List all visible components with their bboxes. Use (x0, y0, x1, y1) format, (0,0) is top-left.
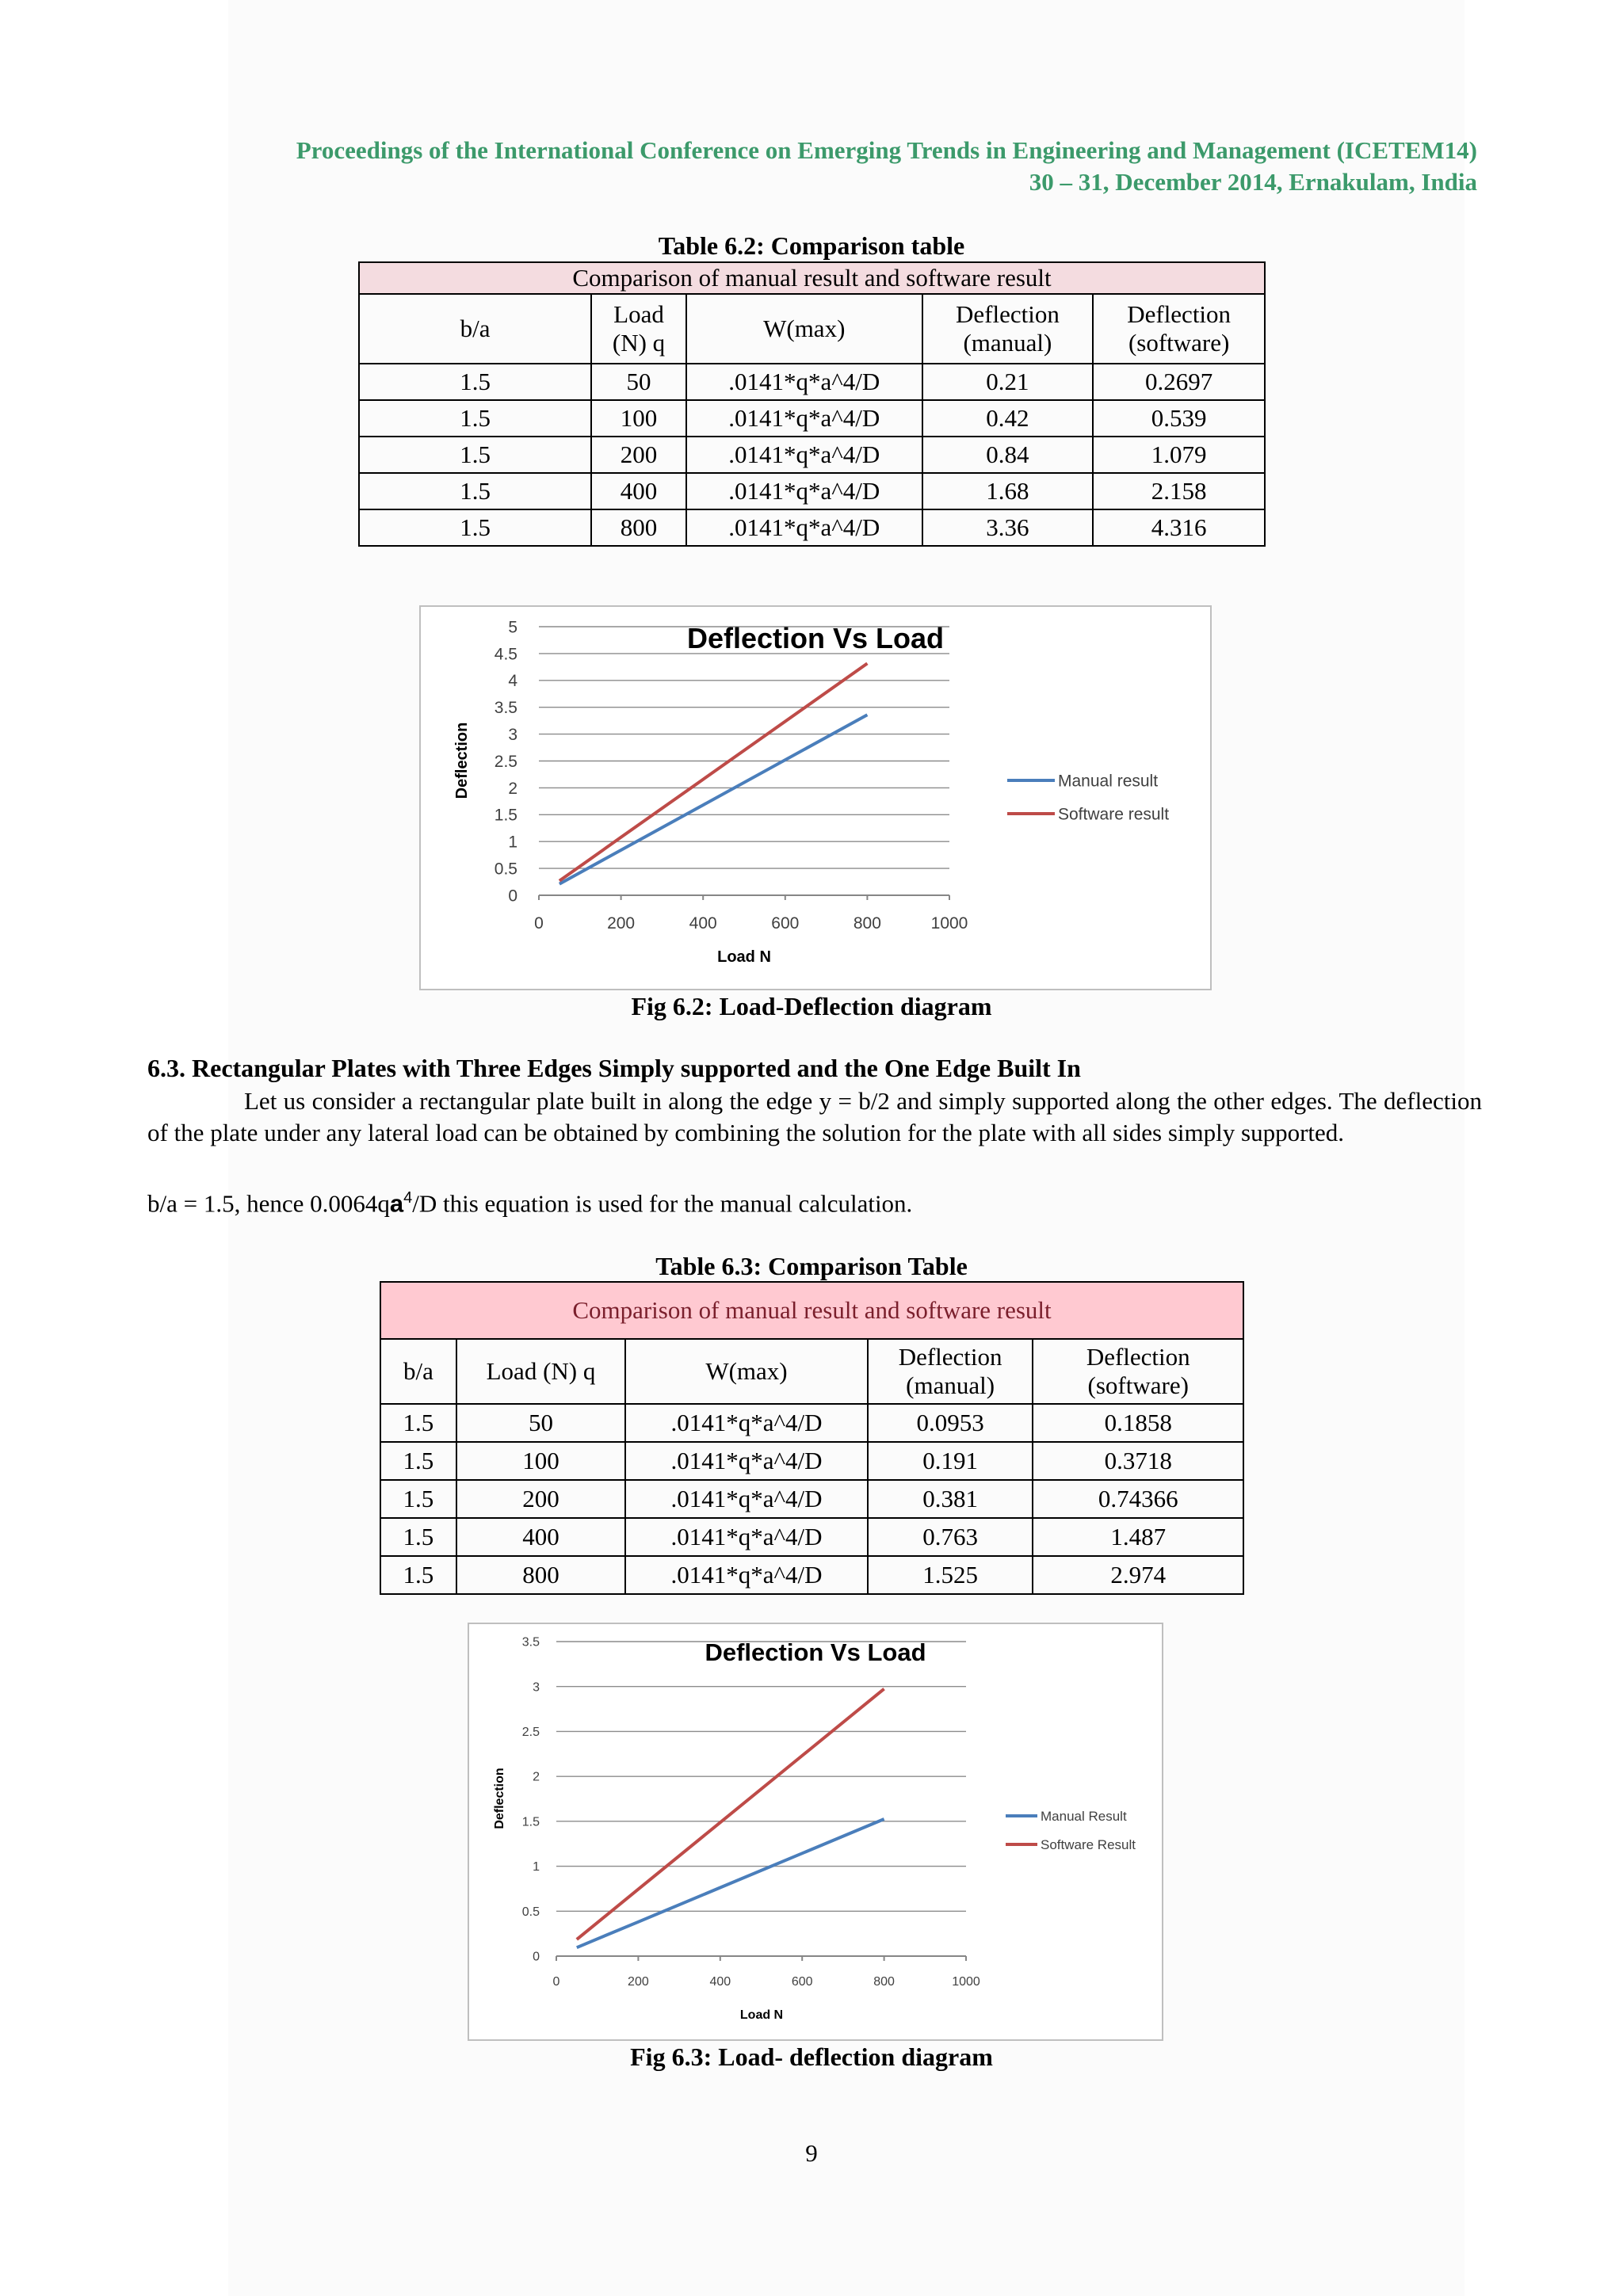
table2-header-load: Load (N) q (456, 1339, 625, 1404)
table-cell: 50 (456, 1404, 625, 1442)
table-cell: 1.5 (359, 400, 591, 437)
series-line-manual (577, 1819, 884, 1947)
table-cell: 1.5 (359, 364, 591, 400)
table1-header-wmax: W(max) (686, 294, 922, 364)
table2-header-deflection-manual: Deflection (manual) (868, 1339, 1033, 1404)
table2-title: Comparison of manual result and software result (380, 1282, 1243, 1339)
chart2-svg (469, 1624, 1162, 2039)
y-tick-label: 3.5 (494, 699, 517, 718)
y-tick-label: 3.5 (521, 1635, 540, 1650)
table-cell: .0141*q*a^4/D (686, 473, 922, 509)
table-cell: 3.36 (922, 509, 1094, 546)
table-cell: 1.5 (380, 1556, 456, 1594)
table1-header-load: Load (N) q (591, 294, 686, 364)
table1-title: Comparison of manual result and software result (359, 262, 1265, 294)
table-cell: 1.5 (359, 437, 591, 473)
table-cell: 1.487 (1033, 1518, 1243, 1556)
y-tick-label: 3 (508, 725, 517, 744)
table-cell: 0.763 (868, 1518, 1033, 1556)
y-tick-label: 0.5 (494, 860, 517, 879)
table-cell: 1.5 (380, 1404, 456, 1442)
series-line-manual (559, 715, 868, 884)
x-tick-label: 800 (853, 914, 881, 933)
chart-deflection-vs-load-2 (468, 1623, 1163, 2041)
table2-body (380, 1404, 1243, 1594)
table-cell: 0.84 (922, 437, 1094, 473)
table-cell: 800 (591, 509, 686, 546)
y-tick-label: 2 (508, 779, 517, 798)
comparison-table-6-2 (358, 261, 1266, 547)
table-cell: 1.5 (380, 1442, 456, 1480)
y-axis-title: Deflection (493, 1768, 506, 1829)
table-cell: 400 (456, 1518, 625, 1556)
proceedings-header-line2: 30 – 31, December 2014, Ernakulam, India (1029, 168, 1477, 196)
table-cell: 1.5 (380, 1480, 456, 1518)
table-cell: 1.5 (359, 509, 591, 546)
equation-a: a (389, 1189, 404, 1218)
x-tick-label: 800 (873, 1975, 895, 1989)
y-tick-label: 2.5 (521, 1726, 540, 1740)
table-row (380, 1518, 1243, 1556)
table2-header-wmax: W(max) (625, 1339, 868, 1404)
table-cell: .0141*q*a^4/D (625, 1480, 868, 1518)
table-cell: 2.158 (1093, 473, 1265, 509)
proceedings-header-line1: Proceedings of the International Conference on Emerging Trends in Engineering and Management (ICETEM14) (296, 136, 1477, 164)
y-tick-label: 1 (533, 1860, 540, 1875)
table-row (359, 473, 1265, 509)
table-cell: 0.191 (868, 1442, 1033, 1480)
table-cell: 0.539 (1093, 400, 1265, 437)
table-cell: 1.525 (868, 1556, 1033, 1594)
y-tick-label: 3 (533, 1680, 540, 1695)
chart-title: Deflection Vs Load (705, 1638, 926, 1666)
table-cell: 800 (456, 1556, 625, 1594)
x-tick-label: 400 (709, 1975, 731, 1989)
table1-header-ba: b/a (359, 294, 591, 364)
table-cell: 200 (456, 1480, 625, 1518)
table-cell: 0.2697 (1093, 364, 1265, 400)
table-cell: 50 (591, 364, 686, 400)
y-tick-label: 2.5 (494, 752, 517, 771)
fig2-caption: Fig 6.3: Load- deflection diagram (630, 2042, 993, 2071)
y-tick-label: 2 (533, 1770, 540, 1784)
table-cell: 100 (591, 400, 686, 437)
legend-label: Software Result (1041, 1836, 1136, 1852)
chart-deflection-vs-load-1 (419, 605, 1212, 990)
x-tick-label: 200 (607, 914, 636, 933)
equation-prefix: b/a = 1.5, hence 0.0064q (147, 1189, 390, 1218)
x-tick-label: 600 (771, 914, 800, 933)
legend-label: Software result (1058, 805, 1170, 824)
page-number: 9 (805, 2139, 818, 2167)
table-row (359, 400, 1265, 437)
chart-title: Deflection Vs Load (686, 622, 945, 654)
equation-line (147, 1182, 1482, 1219)
table-cell: .0141*q*a^4/D (686, 437, 922, 473)
y-tick-label: 0.5 (521, 1905, 540, 1919)
y-tick-label: 0 (533, 1950, 540, 1964)
table-cell: 4.316 (1093, 509, 1265, 546)
table-cell: 0.1858 (1033, 1404, 1243, 1442)
equation-exponent: 4 (403, 1189, 413, 1207)
table-cell: 1.079 (1093, 437, 1265, 473)
table2-header-ba: b/a (380, 1339, 456, 1404)
table-row (359, 437, 1265, 473)
table-row (380, 1442, 1243, 1480)
x-axis-title: Load N (739, 2008, 784, 2022)
table-cell: 0.0953 (868, 1404, 1033, 1442)
section-paragraph: Let us consider a rectangular plate built in along the edge y = b/2 and simply supported along the other edges. The deflection of the plate under any lateral load can be obtained by combining the solution for the plate with all sides simply supported. (147, 1087, 1482, 1146)
y-tick-label: 4.5 (494, 645, 517, 664)
table-cell: 0.21 (922, 364, 1094, 400)
table-cell: .0141*q*a^4/D (686, 364, 922, 400)
table1-header-deflection-software: Deflection (software) (1093, 294, 1265, 364)
section-title: 6.3. Rectangular Plates with Three Edges Simply supported and the One Edge Built In (147, 1054, 1081, 1082)
table2-caption: Table 6.3: Comparison Table (655, 1252, 968, 1280)
comparison-table-6-3 (380, 1281, 1244, 1595)
y-tick-label: 1.5 (521, 1815, 540, 1829)
table-row (359, 364, 1265, 400)
series-line-software (559, 663, 868, 880)
table-cell: 0.3718 (1033, 1442, 1243, 1480)
series-line-software (577, 1689, 884, 1939)
table-row (359, 509, 1265, 546)
table-cell: 2.974 (1033, 1556, 1243, 1594)
table1-body (359, 364, 1265, 546)
x-tick-label: 1000 (952, 1975, 980, 1989)
x-tick-label: 0 (552, 1975, 560, 1989)
table-cell: 200 (591, 437, 686, 473)
x-tick-label: 0 (534, 914, 544, 933)
chart1-svg (421, 607, 1210, 989)
table-cell: 1.5 (359, 473, 591, 509)
fig1-caption: Fig 6.2: Load-Deflection diagram (631, 992, 992, 1020)
table-cell: 1.5 (380, 1518, 456, 1556)
table-cell: .0141*q*a^4/D (686, 400, 922, 437)
table-cell: 400 (591, 473, 686, 509)
table-cell: .0141*q*a^4/D (625, 1556, 868, 1594)
table-cell: 100 (456, 1442, 625, 1480)
x-tick-label: 1000 (930, 914, 968, 933)
table-cell: 0.74366 (1033, 1480, 1243, 1518)
x-tick-label: 600 (791, 1975, 813, 1989)
table-row (380, 1556, 1243, 1594)
table1-caption: Table 6.2: Comparison table (658, 231, 965, 260)
table-row (380, 1480, 1243, 1518)
table-row (380, 1404, 1243, 1442)
table-cell: .0141*q*a^4/D (625, 1404, 868, 1442)
x-axis-title: Load N (717, 948, 771, 966)
y-tick-label: 5 (508, 618, 517, 637)
table-cell: 1.68 (922, 473, 1094, 509)
legend-label: Manual result (1058, 772, 1159, 791)
y-axis-title: Deflection (453, 722, 471, 799)
table-cell: .0141*q*a^4/D (686, 509, 922, 546)
x-tick-label: 400 (689, 914, 717, 933)
y-tick-label: 4 (508, 672, 517, 691)
y-tick-label: 1 (508, 833, 517, 852)
table2-header-deflection-software: Deflection (software) (1033, 1339, 1243, 1404)
legend-label: Manual Result (1041, 1808, 1127, 1824)
y-tick-label: 1.5 (494, 806, 517, 825)
equation-suffix: /D this equation is used for the manual calculation. (412, 1189, 913, 1218)
x-tick-label: 200 (628, 1975, 649, 1989)
table1-header-deflection-manual: Deflection (manual) (922, 294, 1094, 364)
table-cell: .0141*q*a^4/D (625, 1518, 868, 1556)
table-cell: 0.42 (922, 400, 1094, 437)
table-cell: .0141*q*a^4/D (625, 1442, 868, 1480)
y-tick-label: 0 (508, 887, 517, 906)
table-cell: 0.381 (868, 1480, 1033, 1518)
